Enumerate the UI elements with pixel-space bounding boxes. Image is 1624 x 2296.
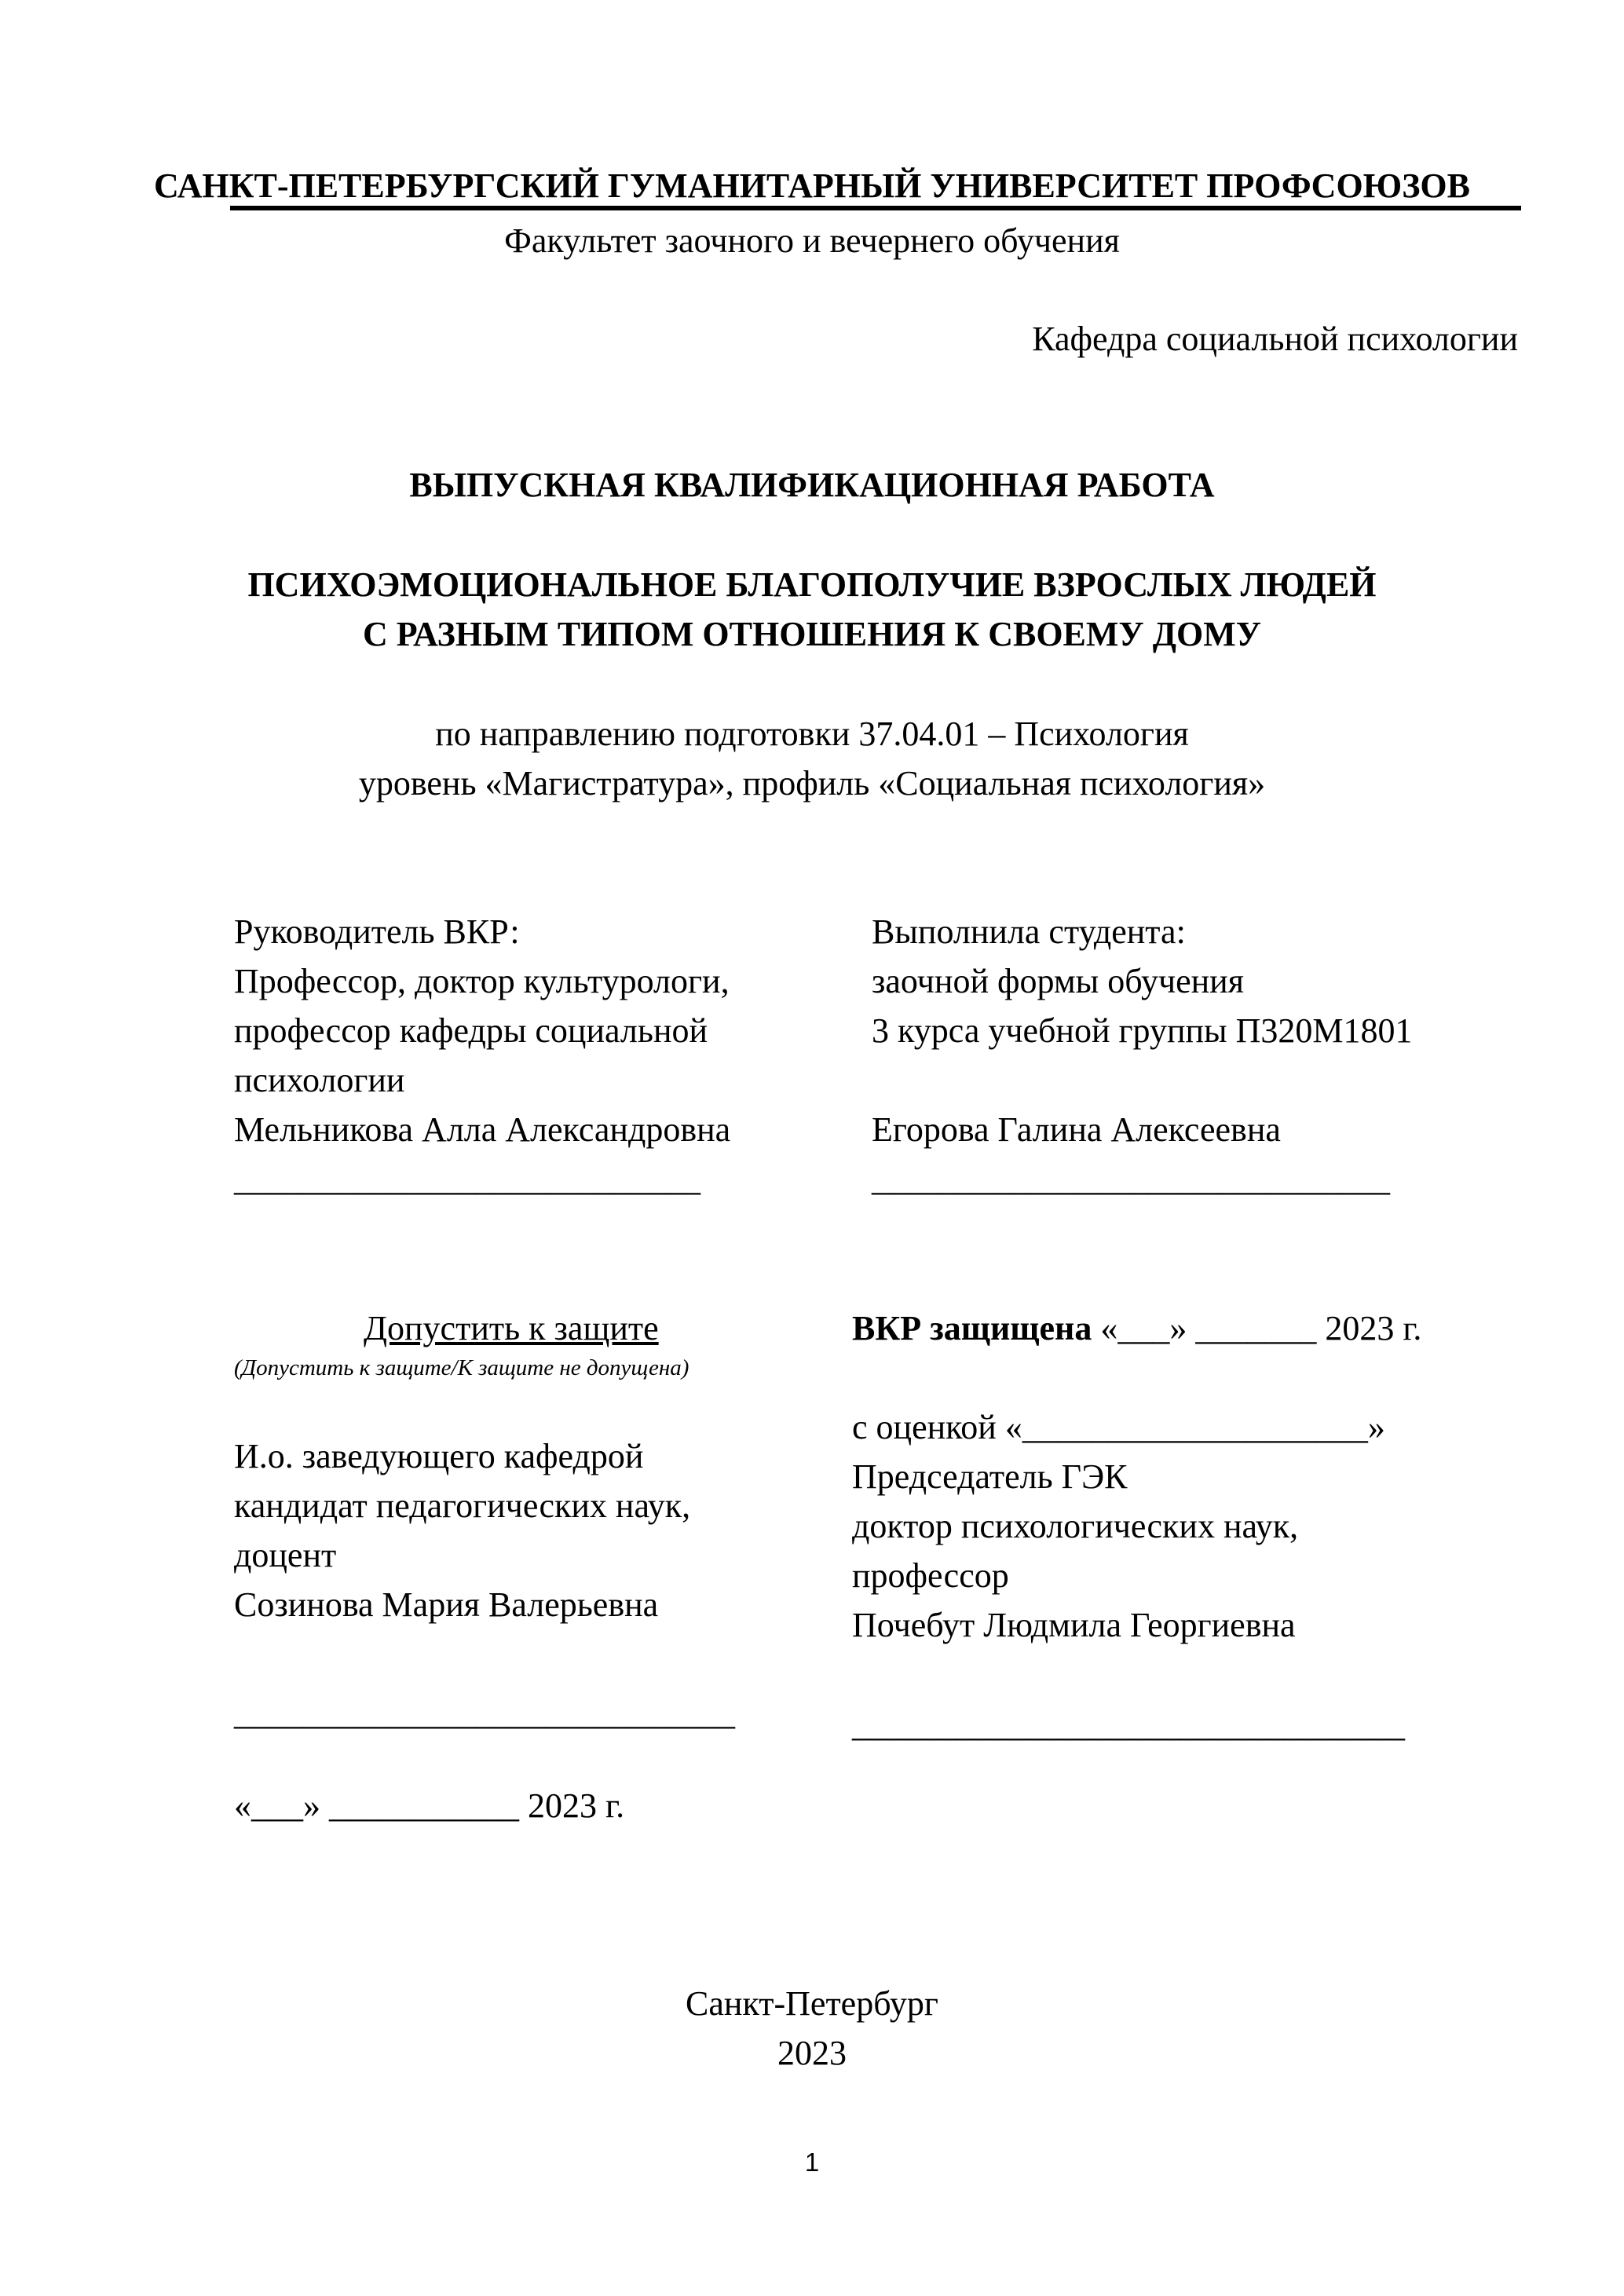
university-name: САНКТ-ПЕТЕРБУРГСКИЙ ГУМАНИТАРНЫЙ УНИВЕРСИТЕТ ПРОФСОЮЗОВ <box>153 166 1471 205</box>
header-rule <box>230 206 1521 210</box>
commission-line: доктор психологических наук, <box>852 1507 1299 1545</box>
commission-signature-line: ________________________________ <box>852 1706 1405 1744</box>
supervisor-signature-line: ___________________________ <box>234 1160 700 1198</box>
commission-name: Почебут Людмила Георгиевна <box>852 1606 1296 1644</box>
page-number: 1 <box>804 2148 820 2177</box>
supervisor-line: психологии <box>234 1061 405 1099</box>
head-name: Созинова Мария Валерьевна <box>234 1585 659 1624</box>
student-block <box>872 907 1413 1204</box>
direction-line-2: уровень «Магистратура», профиль «Социальная психология» <box>358 764 1266 803</box>
topic-line-1: ПСИХОЭМОЦИОНАЛЬНОЕ БЛАГОПОЛУЧИЕ ВЗРОСЛЫХ ЛЮДЕЙ <box>247 565 1377 604</box>
admission-hint: (Допустить к защите/К защите не допущена) <box>234 1355 689 1380</box>
faculty-name: Факультет заочного и вечернего обучения <box>504 221 1120 260</box>
year: 2023 <box>777 2034 847 2072</box>
direction-line-1: по направлению подготовки 37.04.01 – Психология <box>435 715 1189 753</box>
student-line: 3 курса учебной группы П320М1801 <box>872 1011 1413 1050</box>
commission-line: Председатель ГЭК <box>852 1457 1128 1496</box>
supervisor-label: Руководитель ВКР: <box>234 912 520 951</box>
defense-grade: с оценкой «____________________» <box>852 1408 1385 1446</box>
student-name: Егорова Галина Алексеевна <box>872 1110 1281 1149</box>
supervisor-block <box>234 907 730 1204</box>
student-label: Выполнила студента: <box>872 912 1186 951</box>
student-line <box>872 1055 1413 1105</box>
student-line: заочной формы обучения <box>872 962 1244 1000</box>
supervisor-line: профессор кафедры социальной <box>234 1011 708 1050</box>
defense-date: «___» _______ 2023 г. <box>1092 1309 1422 1347</box>
head-line: И.о. заведующего кафедрой <box>234 1437 644 1475</box>
head-of-department-block <box>234 1431 690 1629</box>
defense-status <box>852 1303 1421 1353</box>
defense-label: ВКР защищена <box>852 1309 1092 1347</box>
supervisor-line: Профессор, доктор культурологи, <box>234 962 730 1000</box>
department-name: Кафедра социальной психологии <box>1032 320 1518 358</box>
head-signature-line: _____________________________ <box>234 1694 735 1732</box>
head-line: доцент <box>234 1536 337 1574</box>
city: Санкт-Петербург <box>686 1984 938 2023</box>
admission-date: «___» ___________ 2023 г. <box>234 1786 625 1825</box>
topic-line-2: С РАЗНЫМ ТИПОМ ОТНОШЕНИЯ К СВОЕМУ ДОМУ <box>362 615 1262 653</box>
admission-decision: Допустить к защите <box>364 1309 659 1347</box>
student-signature-line: ______________________________ <box>872 1160 1390 1198</box>
head-line: кандидат педагогических наук, <box>234 1486 691 1525</box>
work-type-title: ВЫПУСКНАЯ КВАЛИФИКАЦИОННАЯ РАБОТА <box>409 466 1215 504</box>
supervisor-name: Мельникова Алла Александровна <box>234 1110 731 1149</box>
commission-block <box>852 1402 1385 1650</box>
commission-line: профессор <box>852 1556 1009 1595</box>
